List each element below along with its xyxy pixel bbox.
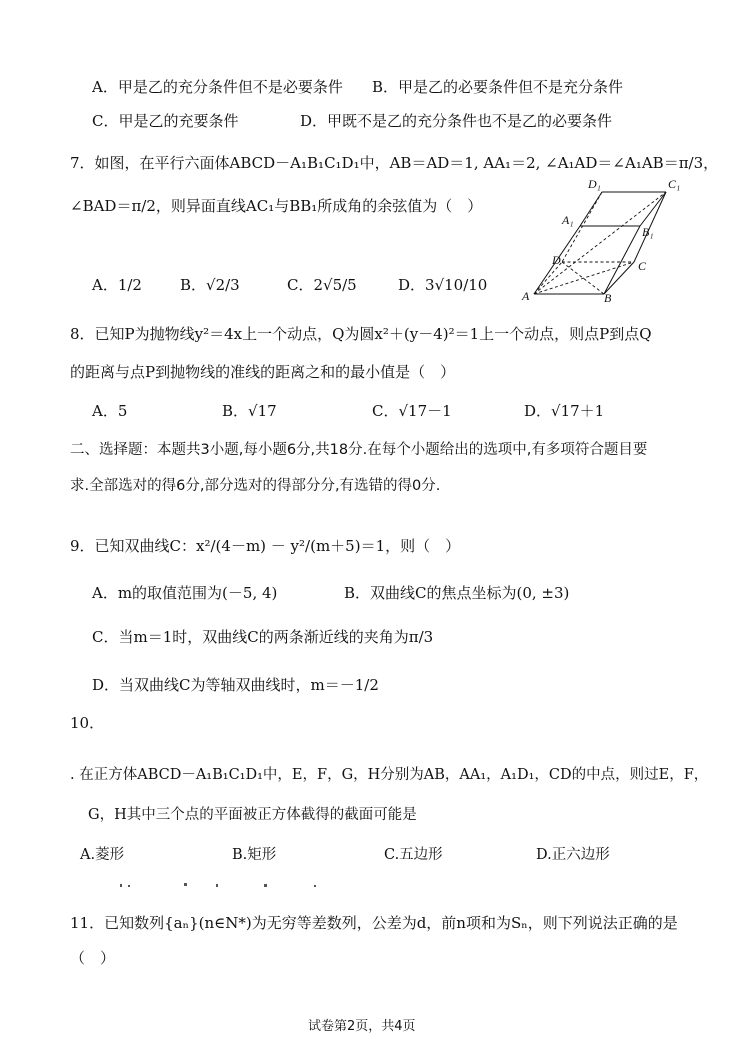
q10-option-c: C.五边形	[384, 847, 443, 863]
q9-option-a: A．m的取值范围为(－5, 4)	[92, 584, 278, 602]
label-d: D	[552, 253, 561, 267]
label-c1: C₁	[668, 177, 681, 191]
q8-option-c: C．√17－1	[372, 402, 452, 420]
q6-option-d: D．甲既不是乙的充分条件也不是乙的必要条件	[300, 112, 613, 130]
q7-stem-line2: ∠BAD＝π/2，则异面直线AC₁与BB₁所成角的余弦值为（ ）	[70, 197, 483, 215]
q7-option-c: C．2√5/5	[287, 276, 357, 294]
q7-stem-line1: 7．如图，在平行六面体ABCD－A₁B₁C₁D₁中，AB＝AD＝1, AA₁＝2, ∠A₁AD＝∠A₁AB＝π/3，	[70, 154, 719, 172]
q10-stem-line1: . 在正方体ABCD－A₁B₁C₁D₁中，E，F，G，H分别为AB，AA₁，A₁D₁，CD的中点，则过E，F，	[70, 767, 709, 783]
q10-option-a: A.菱形	[80, 847, 125, 863]
label-b: B	[604, 291, 612, 305]
q6-option-b: B．甲是乙的必要条件但不是充分条件	[372, 78, 624, 96]
label-d1: D₁	[588, 177, 601, 191]
section2-line1: 二、选择题：本题共3小题,每小题6分,共18分.在每个小题给出的选项中,有多项符合题目要	[70, 442, 648, 458]
q9-option-b: B．双曲线C的焦点坐标为(0, ±3)	[344, 584, 570, 602]
label-a1: A₁	[562, 213, 574, 227]
q11-stem-line2: （ ）	[70, 949, 116, 967]
section2-line2: 求.全部选对的得6分,部分选对的得部分分,有选错的得0分.	[70, 478, 441, 494]
label-c: C	[638, 259, 647, 273]
q8-option-b: B．√17	[222, 402, 277, 420]
parallelepiped-figure	[518, 170, 698, 305]
page-footer: 试卷第2页，共4页	[308, 1019, 416, 1034]
q10-option-b: B.矩形	[232, 847, 277, 863]
q6-option-a: A．甲是乙的充分条件但不是必要条件	[92, 78, 343, 96]
diagonal-a-c1-hidden	[534, 192, 666, 294]
edge-d1-d-hidden	[562, 192, 602, 262]
q7-option-d: D．3√10/10	[398, 276, 488, 294]
q6-option-c: C．甲是乙的充要条件	[92, 112, 239, 130]
label-b1: B₁	[642, 225, 654, 239]
q9-option-d: D．当双曲线C为等轴双曲线时，m＝－1/2	[92, 676, 379, 694]
label-a: A	[522, 289, 530, 303]
q9-option-c: C．当m＝1时，双曲线C的两条渐近线的夹角为π/3	[92, 628, 434, 646]
q8-stem-line2: 的距离与点P到抛物线的准线的距离之和的最小值是（ ）	[70, 363, 456, 381]
q7-option-b: B．√2/3	[180, 276, 240, 294]
q10-number: 10．	[70, 714, 105, 732]
q10-option-d: D.正六边形	[536, 847, 610, 863]
q10-stem-line2: G，H其中三个点的平面被正方体截得的截面可能是	[88, 807, 417, 823]
q11-stem-line1: 11．已知数列{aₙ}(n∈N*)为无穷等差数列，公差为d，前n项和为Sₙ，则下列说法正确的是	[70, 914, 678, 932]
scan-artifacts	[80, 880, 340, 890]
q8-option-d: D．√17＋1	[524, 402, 605, 420]
q7-option-a: A．1/2	[92, 276, 142, 294]
q8-option-a: A．5	[92, 402, 128, 420]
q9-stem: 9．已知双曲线C：x²/(4－m) － y²/(m＋5)＝1，则（ ）	[70, 537, 461, 555]
q8-stem-line1: 8．已知P为抛物线y²＝4x上一个动点，Q为圆x²＋(y－4)²＝1上一个动点，则点P到点Q	[70, 325, 652, 343]
